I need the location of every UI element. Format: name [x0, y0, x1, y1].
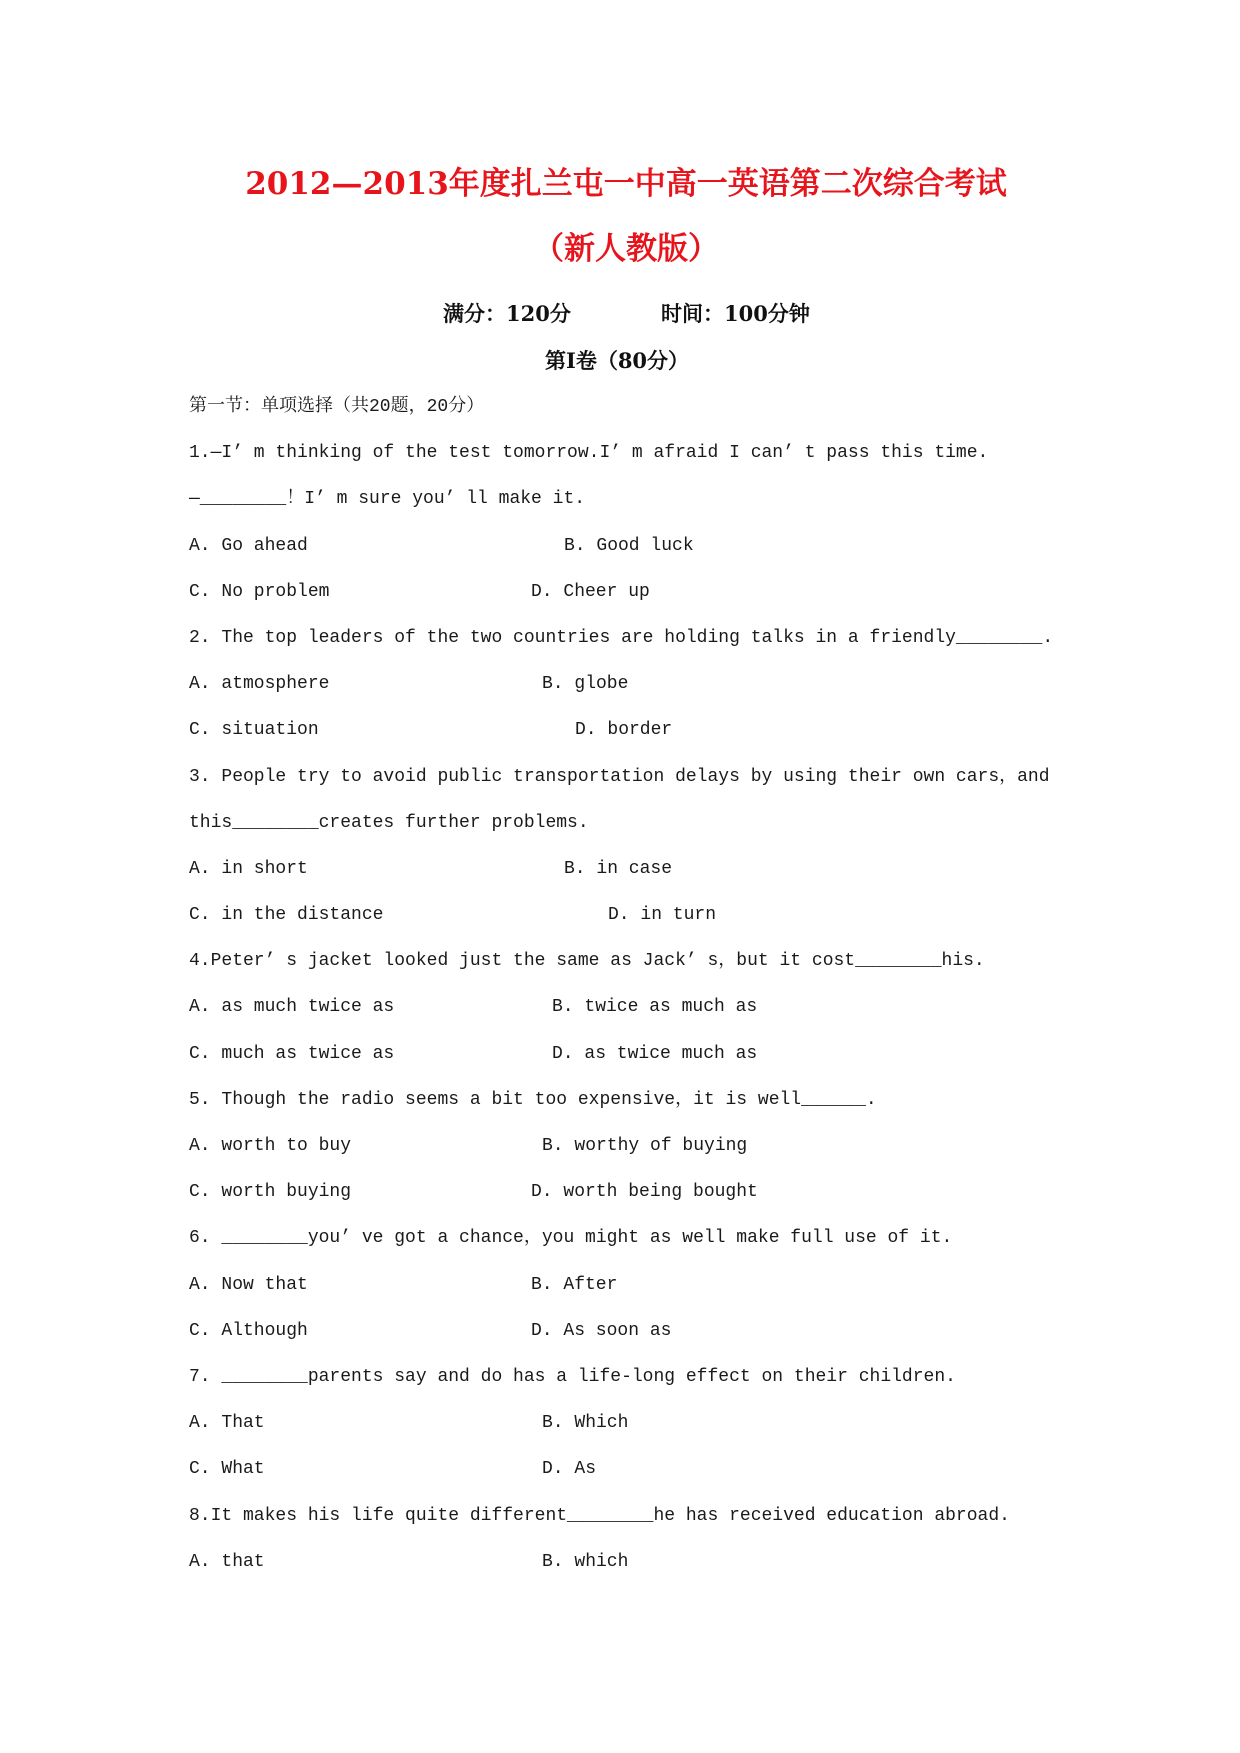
question-3-option-c: C. in the distance	[189, 905, 384, 926]
question-5-options-cd	[189, 1169, 1209, 1215]
question-4-options-ab	[189, 984, 1209, 1030]
question-4-option-a: A. as much twice as	[189, 997, 395, 1018]
question-1-line-1: 1.—I’ m thinking of the test tomorrow.I’ m afraid I can’ t pass this time.	[189, 443, 989, 464]
question-2-option-d: D. border	[575, 720, 673, 741]
question-list	[189, 384, 1209, 1585]
exam-title: 2012—2013年度扎兰屯一中高一英语第二次综合考试	[245, 166, 1007, 202]
question-7-option-d: D. As	[542, 1459, 597, 1480]
question-6-option-a: A. Now that	[189, 1274, 308, 1295]
question-2-options-ab	[189, 661, 1209, 707]
question-7-option-b: B. Which	[542, 1413, 629, 1434]
question-3-option-b: B. in case	[564, 858, 673, 879]
question-7-options-cd	[189, 1446, 1209, 1492]
question-2-option-a: A. atmosphere	[189, 674, 330, 695]
question-8-option-b: B. which	[542, 1551, 629, 1572]
time-limit: 时间：100分钟	[661, 301, 810, 326]
question-2-option-c: C. situation	[189, 720, 319, 741]
question-5-options-ab	[189, 1123, 1209, 1169]
exam-subtitle: （新人教版）	[533, 231, 719, 267]
question-8-options-ab	[189, 1539, 1209, 1585]
section-heading: 第一节：单项选择（共20题，20分）	[189, 397, 485, 417]
question-2-options-cd	[189, 707, 1209, 753]
question-3-option-d: D. in turn	[608, 905, 717, 926]
question-1-option-d: D. Cheer up	[531, 581, 650, 602]
question-3-option-a: A. in short	[189, 858, 308, 879]
question-4-line-1: 4.Peter’ s jacket looked just the same as Jack’ s，but it cost________his.	[189, 951, 985, 972]
question-1-option-c: C. No problem	[189, 581, 330, 602]
question-6-options-ab	[189, 1262, 1209, 1308]
question-3-options-ab	[189, 846, 1209, 892]
question-6-options-cd	[189, 1308, 1209, 1354]
question-1-option-b: B. Good luck	[564, 535, 694, 556]
question-5-line-1: 5. Though the radio seems a bit too expensive，it is well______.	[189, 1089, 877, 1110]
question-6-line-1: 6. ________you’ ve got a chance，you might as well make full use of it.	[189, 1228, 953, 1249]
question-6-option-d: D. As soon as	[531, 1320, 672, 1341]
question-3-line-2: this________creates further problems.	[189, 812, 589, 833]
question-5-option-a: A. worth to buy	[189, 1136, 352, 1156]
question-2-option-b: B. globe	[542, 674, 629, 695]
question-4-option-d: D. as twice much as	[552, 1043, 758, 1064]
question-7-option-a: A. That	[189, 1413, 265, 1434]
question-3-line-1: 3. People try to avoid public transportation delays by using their own cars，and	[189, 766, 1050, 787]
question-5-option-c: C. worth buying	[189, 1182, 352, 1203]
question-4-option-c: C. much as twice as	[189, 1043, 395, 1064]
question-8-option-a: A. that	[189, 1551, 265, 1572]
full-score: 满分：120分	[443, 301, 571, 326]
question-7-options-ab	[189, 1400, 1209, 1446]
question-1-options-ab	[189, 523, 1209, 569]
question-6-option-c: C. Although	[189, 1320, 308, 1341]
question-4-option-b: B. twice as much as	[552, 997, 758, 1018]
question-1-option-a: A. Go ahead	[189, 535, 308, 556]
question-8-line-1: 8.It makes his life quite different________he has received education abroad.	[189, 1505, 1010, 1526]
question-3-options-cd	[189, 892, 1209, 938]
question-4-options-cd	[189, 1031, 1209, 1077]
part-heading: 第Ⅰ卷（80分）	[545, 348, 690, 373]
question-5-option-d: D. worth being bought	[531, 1182, 758, 1203]
question-1-line-2: —________！I’ m sure you’ ll make it.	[189, 489, 586, 510]
question-6-option-b: B. After	[531, 1274, 618, 1295]
question-1-options-cd	[189, 569, 1209, 615]
question-5-option-b: B. worthy of buying	[542, 1136, 748, 1156]
question-2-line-1: 2. The top leaders of the two countries are holding talks in a friendly________.	[189, 627, 1054, 648]
question-7-line-1: 7. ________parents say and do has a life-long effect on their children.	[189, 1366, 956, 1387]
question-7-option-c: C. What	[189, 1459, 265, 1480]
